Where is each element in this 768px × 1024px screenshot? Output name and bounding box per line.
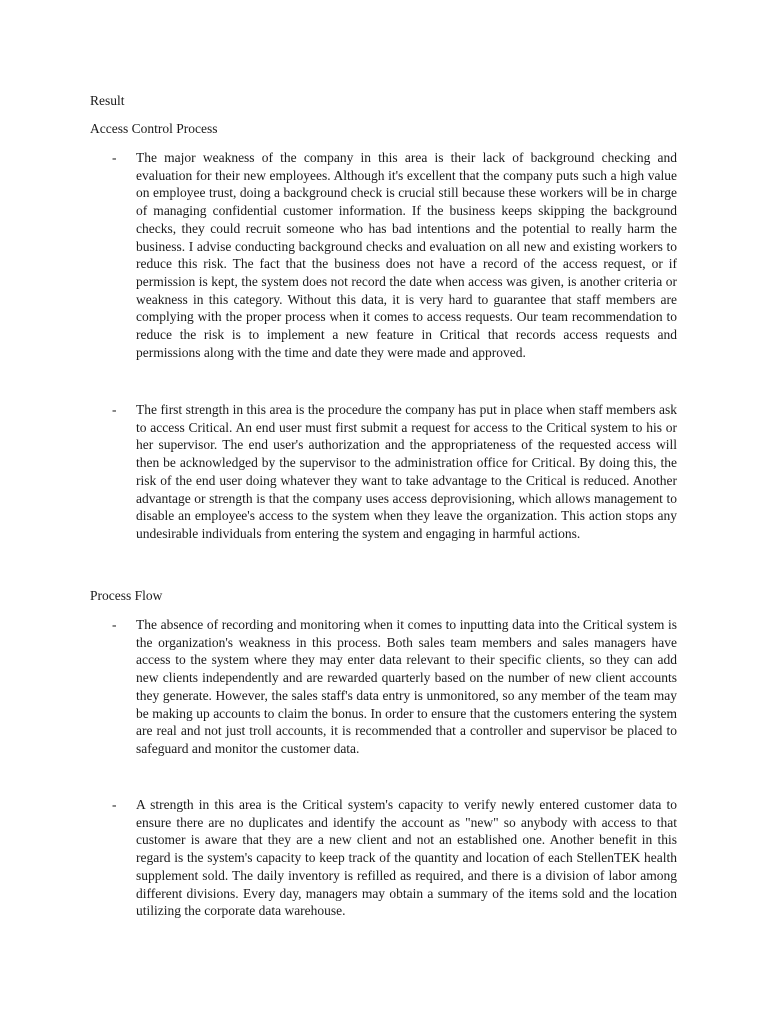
bullet-item xyxy=(112,149,677,361)
bullet-item xyxy=(112,796,677,920)
bullet-marker: - xyxy=(112,797,117,812)
bullet-text: A strength in this area is the Critical system's capacity to verify newly entered customer data to ensure there are no duplicates and identify the account as "new" so anybody with access to that customer is aware that they are a new client and not an established one. Another benefit in this regard is the system's capacity to keep track of the quantity and location of each StellenTEK health supplement sold. The daily inventory is refilled as required, and there is a division of labor among different divisions. Every day, managers may obtain a summary of the items sold and the location utilizing the corporate data warehouse. xyxy=(136,797,677,919)
section-heading-process-flow: Process Flow xyxy=(90,588,163,603)
bullet-text: The major weakness of the company in this area is their lack of background checking and evaluation for their new employees. Although it's excellent that the company puts such a high value on employee trust, doing a background check is crucial still because these workers will be in charge of managing confidential customer information. If the business keeps skipping the background checks, they could recruit someone who has bad intentions and the potential to really harm the business. I advise conducting background checks and evaluation on all new and existing workers to reduce this risk. The fact that the business does not have a record of the access request, or if permission is kept, the system does not record the date when access was given, is another criteria or weakness in this category. Without this data, it is very hard to guarantee that staff members are complying with the proper process when it comes to access requests. Our team recommendation to reduce the risk is to implement a new feature in Critical that records access requests and permissions along with the time and date they were made and approved. xyxy=(136,150,677,360)
result-heading: Result xyxy=(90,93,125,108)
bullet-marker: - xyxy=(112,617,117,632)
bullet-text: The first strength in this area is the procedure the company has put in place when staff members ask to access Critical. An end user must first submit a request for access to the Critical system to his or her supervisor. The end user's authorization and the appropriateness of the requested access will then be acknowledged by the supervisor to the administration office for Critical. By doing this, the risk of the end user doing whatever they want to take advantage to the Critical is reduced. Another advantage or strength is that the company uses access deprovisioning, which allows management to disable an employee's access to the system when they leave the organization. This action stops any undesirable individuals from entering the system and engaging in harmful actions. xyxy=(136,402,677,541)
bullet-marker: - xyxy=(112,150,117,165)
bullet-item xyxy=(112,616,677,758)
bullet-item xyxy=(112,401,677,543)
bullet-marker: - xyxy=(112,402,117,417)
section-heading-access-control: Access Control Process xyxy=(90,121,218,136)
bullet-text: The absence of recording and monitoring when it comes to inputting data into the Critical system is the organization's weakness in this process. Both sales team members and sales managers have access to the system where they may enter data relevant to their specific clients, so they can add new clients independently and are rewarded quarterly based on the number of new client accounts they generate. However, the sales staff's data entry is unmonitored, so any member of the team may be making up accounts to claim the bonus. In order to ensure that the customers entering the system are real and not just troll accounts, it is recommended that a controller and supervisor be placed to safeguard and monitor the customer data. xyxy=(136,617,677,756)
